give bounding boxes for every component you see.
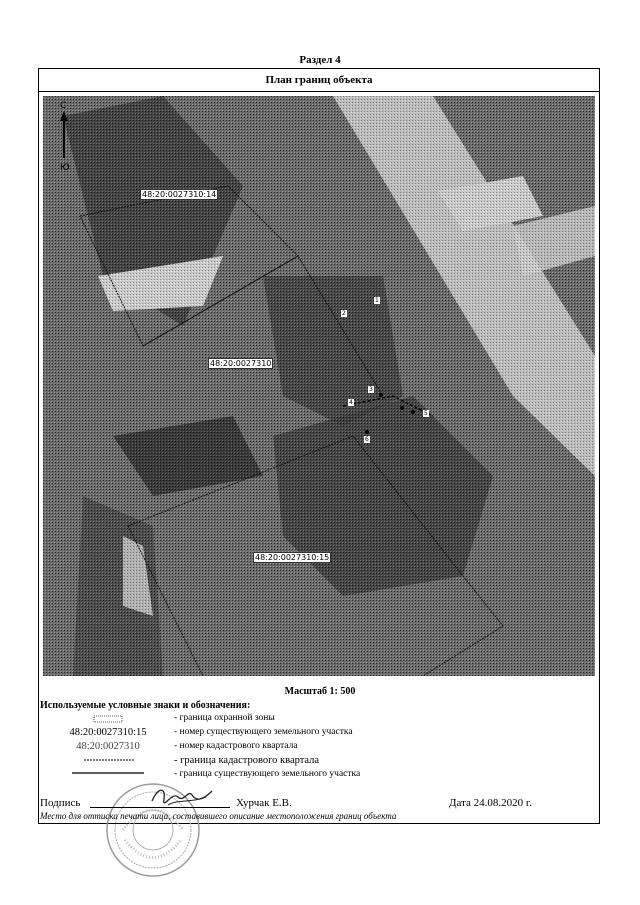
- point-label: 4: [349, 399, 353, 406]
- legend-row: [40, 741, 600, 754]
- aerial-map: [43, 96, 595, 676]
- legend-symbol-parcel-number: 48:20:0027310:15: [69, 727, 147, 738]
- legend-text: - номер кадастрового квартала: [174, 741, 298, 751]
- point-label: 5: [424, 410, 428, 417]
- legend-row: [40, 755, 600, 768]
- signer-name: Хурчак Е.В.: [236, 797, 292, 809]
- point-label: 1: [375, 297, 379, 304]
- map-label-parcel-14: 48:20:0027310:14: [142, 190, 217, 199]
- legend-text: - граница охранной зоны: [174, 713, 275, 723]
- legend-symbol-quarter-boundary: [40, 755, 176, 767]
- handwritten-signature: [148, 785, 218, 809]
- map-label-parcel-15: 48:20:0027310:15: [255, 553, 330, 562]
- north-label: С: [60, 101, 67, 111]
- stamp-place-note: Место для оттиска печати лица, составившего описание местоположения границ объекта: [40, 811, 397, 821]
- point-label: 3: [369, 386, 373, 393]
- legend-symbol-protection-zone: [40, 713, 176, 727]
- map-drawing: [43, 96, 595, 676]
- signature-date: Дата 24.08.2020 г.: [449, 797, 532, 809]
- south-label: Ю: [60, 163, 70, 173]
- legend-row: [40, 713, 600, 726]
- legend-text: - номер существующего земельного участка: [174, 727, 353, 737]
- legend-text: - граница существующего земельного участка: [174, 769, 361, 779]
- point-label: 6: [365, 436, 369, 443]
- signature-label: Подпись: [40, 797, 81, 809]
- legend-row: [40, 727, 600, 740]
- plan-title: План границ объекта: [39, 69, 599, 92]
- section-title: Раздел 4: [299, 54, 341, 66]
- legend-symbol-quarter-number: 48:20:0027310: [76, 741, 140, 752]
- scale: Масштаб 1: 500: [284, 686, 356, 697]
- legend-text: - граница кадастрового квартала: [174, 755, 320, 766]
- north-arrow: [57, 101, 77, 176]
- point-label: 2: [342, 310, 346, 317]
- legend-heading: Используемые условные знаки и обозначения:: [40, 700, 251, 711]
- map-label-quarter: 48:20:0027310: [210, 359, 272, 368]
